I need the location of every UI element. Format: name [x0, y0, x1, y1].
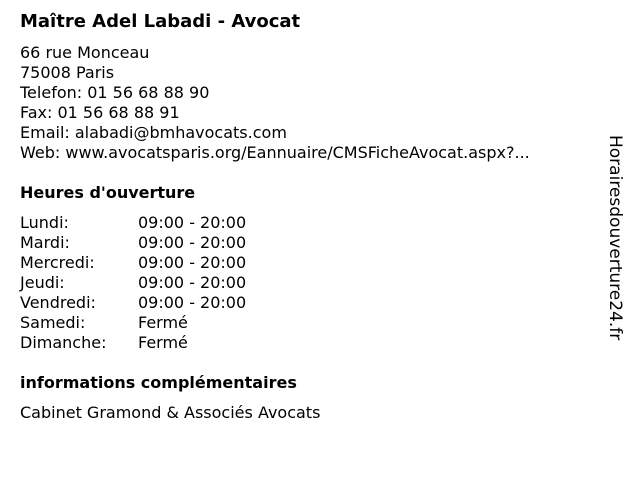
day-label: Mardi:	[20, 233, 70, 252]
hours-row-thursday	[20, 273, 610, 293]
day-label: Vendredi:	[20, 293, 96, 312]
email-address: Email: alabadi@bmhavocats.com	[20, 123, 287, 142]
time-value: Fermé	[138, 333, 188, 352]
website-url: Web: www.avocatsparis.org/Eannuaire/CMSFicheAvocat.aspx?...	[20, 143, 530, 162]
time-value: 09:00 - 20:00	[138, 273, 247, 292]
time-value: 09:00 - 20:00	[138, 233, 247, 252]
additional-info-text: Cabinet Gramond & Associés Avocats	[20, 403, 321, 422]
business-card	[20, 9, 610, 423]
hours-row-sunday	[20, 333, 610, 353]
time-value: 09:00 - 20:00	[138, 213, 247, 232]
day-label: Mercredi:	[20, 253, 95, 272]
hours-row-wednesday	[20, 253, 610, 273]
day-label: Jeudi:	[20, 273, 65, 292]
address-city: 75008 Paris	[20, 63, 115, 82]
time-value: Fermé	[138, 313, 188, 332]
address-street: 66 rue Monceau	[20, 43, 150, 62]
day-label: Dimanche:	[20, 333, 107, 352]
day-label: Samedi:	[20, 313, 86, 332]
hours-row-friday	[20, 293, 610, 313]
opening-hours-table	[20, 213, 610, 353]
hours-row-tuesday	[20, 233, 610, 253]
page-title: Maître Adel Labadi - Avocat	[20, 11, 301, 32]
fax-number: Fax: 01 56 68 88 91	[20, 103, 180, 122]
time-value: 09:00 - 20:00	[138, 253, 247, 272]
time-value: 09:00 - 20:00	[138, 293, 247, 312]
brand-watermark: Horairesdouverture24.fr	[605, 135, 625, 341]
opening-hours-heading: Heures d'ouverture	[20, 183, 196, 202]
contact-block	[20, 43, 610, 163]
phone-number: Telefon: 01 56 68 88 90	[20, 83, 210, 102]
day-label: Lundi:	[20, 213, 69, 232]
hours-row-monday	[20, 213, 610, 233]
hours-row-saturday	[20, 313, 610, 333]
additional-info-heading: informations complémentaires	[20, 373, 297, 392]
